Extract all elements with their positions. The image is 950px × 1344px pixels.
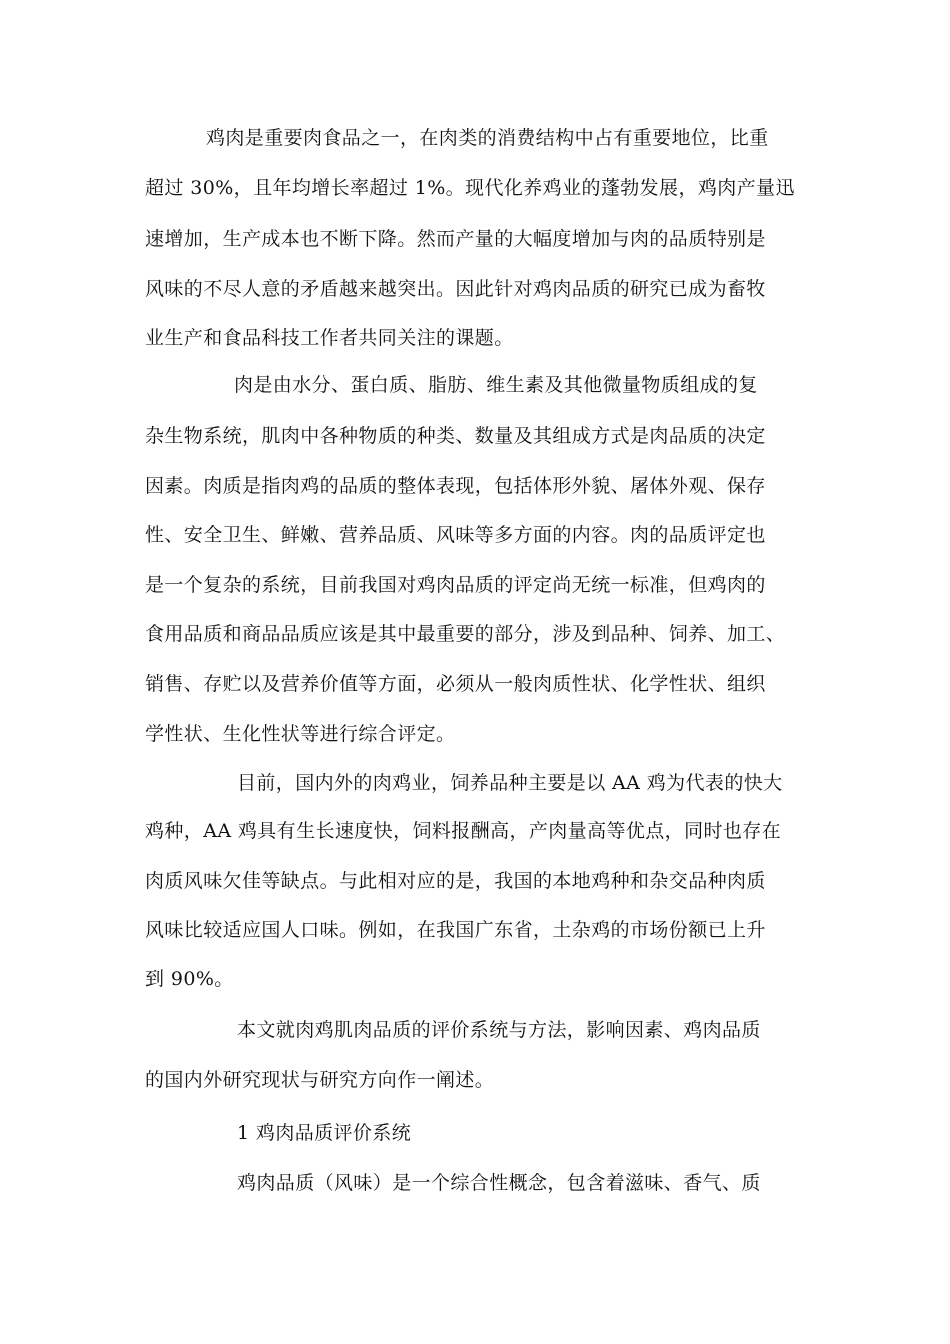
paragraph-3-line-3: 肉质风味欠佳等缺点。与此相对应的是，我国的本地鸡种和杂交品种肉质 (145, 870, 766, 892)
paragraph-3-line-5: 到 90%。 (145, 968, 234, 990)
paragraph-3-line-1: 目前，国内外的肉鸡业，饲养品种主要是以 AA 鸡为代表的快大 (237, 772, 783, 794)
paragraph-3-line-2: 鸡种，AA 鸡具有生长速度快，饲料报酬高，产肉量高等优点，同时也存在 (145, 820, 782, 842)
paragraph-2-line-6: 食用品质和商品品质应该是其中最重要的部分，涉及到品种、饲养、加工、 (145, 623, 786, 645)
paragraph-5-line-1: 鸡肉品质（风味）是一个综合性概念，包含着滋味、香气、质 (237, 1172, 761, 1194)
paragraph-1-line-1: 鸡肉是重要肉食品之一，在肉类的消费结构中占有重要地位，比重 (206, 127, 769, 149)
paragraph-3-line-4: 风味比较适应国人口味。例如，在我国广东省，土杂鸡的市场份额已上升 (145, 919, 766, 941)
paragraph-2-line-2: 杂生物系统，肌肉中各种物质的种类、数量及其组成方式是肉品质的决定 (145, 425, 766, 447)
paragraph-2-line-5: 是一个复杂的系统，目前我国对鸡肉品质的评定尚无统一标准，但鸡肉的 (145, 574, 766, 596)
paragraph-2-line-3: 因素。肉质是指肉鸡的品质的整体表现，包括体形外貌、屠体外观、保存 (145, 475, 766, 497)
paragraph-4-line-1: 本文就肉鸡肌肉品质的评价系统与方法，影响因素、鸡肉品质 (237, 1019, 761, 1041)
paragraph-1-line-4: 风味的不尽人意的矛盾越来越突出。因此针对鸡肉品质的研究已成为畜牧 (145, 278, 766, 300)
paragraph-2-line-7: 销售、存贮以及营养价值等方面，必须从一般肉质性状、化学性状、组织 (145, 673, 766, 695)
paragraph-4-line-2: 的国内外研究现状与研究方向作一阐述。 (145, 1069, 495, 1091)
paragraph-2-line-8: 学性状、生化性状等进行综合评定。 (145, 723, 456, 745)
paragraph-1-line-2: 超过 30%，且年均增长率超过 1%。现代化养鸡业的蓬勃发展，鸡肉产量迅 (145, 177, 795, 199)
section-heading: 1 鸡肉品质评价系统 (237, 1122, 412, 1144)
paragraph-1-line-5: 业生产和食品科技工作者共同关注的课题。 (145, 327, 514, 349)
paragraph-2-line-4: 性、安全卫生、鲜嫩、营养品质、风味等多方面的内容。肉的品质评定也 (145, 524, 766, 546)
paragraph-1-line-3: 速增加，生产成本也不断下降。然而产量的大幅度增加与肉的品质特别是 (145, 228, 766, 250)
paragraph-2-line-1: 肉是由水分、蛋白质、脂肪、维生素及其他微量物质组成的复 (234, 374, 758, 396)
